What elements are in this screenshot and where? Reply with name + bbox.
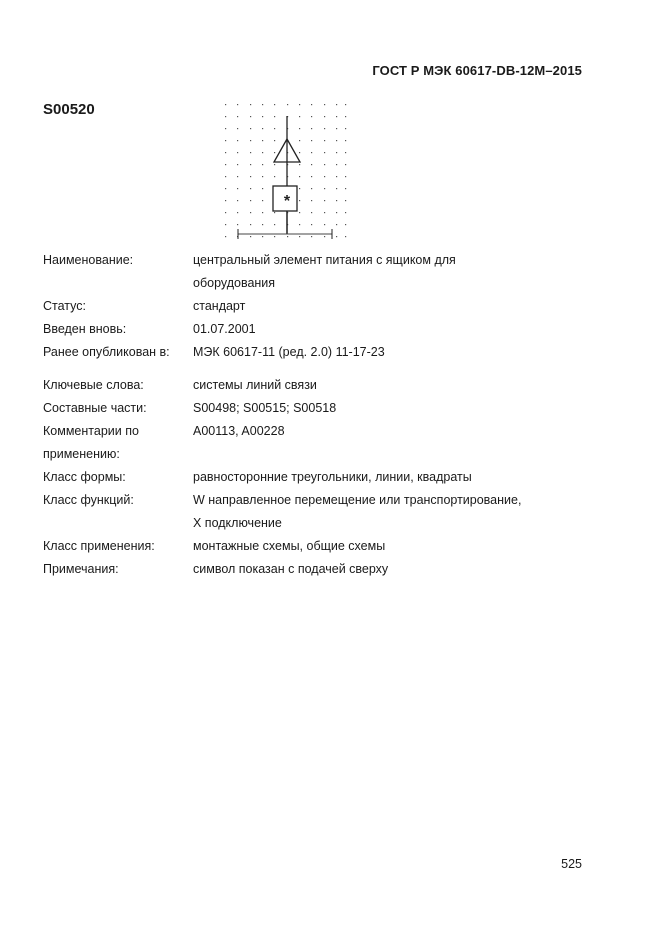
property-row-keywords <box>43 374 603 397</box>
property-value: S00498; S00515; S00518 <box>193 401 337 415</box>
property-row-introduced <box>43 318 603 341</box>
property-label: Ранее опубликован в: <box>43 345 170 359</box>
page-number: 525 <box>561 857 582 871</box>
property-label: Класс функций: <box>43 493 134 507</box>
property-row-previously-published <box>43 341 603 364</box>
symbol-id: S00520 <box>43 101 95 118</box>
property-value: символ показан с подачей сверху <box>193 562 389 576</box>
property-row-name <box>43 249 603 295</box>
property-label-line: Комментарии по <box>43 424 139 438</box>
property-value: стандарт <box>193 299 246 313</box>
property-label: Наименование: <box>43 253 134 267</box>
document-standard-header: ГОСТ Р МЭК 60617-DB-12M–2015 <box>372 63 582 78</box>
property-value: равносторонние треугольники, линии, квадраты <box>193 470 472 484</box>
property-row-notes <box>43 558 603 581</box>
property-value: A00113, A00228 <box>193 424 285 438</box>
property-value <box>193 489 603 535</box>
property-value-line: оборудования <box>193 276 276 290</box>
property-label: Класс формы: <box>43 470 126 484</box>
property-label-line: применению: <box>43 447 120 461</box>
property-value-line: центральный элемент питания с ящиком для <box>193 253 456 267</box>
property-row-application-class <box>43 535 603 558</box>
property-value: системы линий связи <box>193 378 317 392</box>
property-row-function-class <box>43 489 603 535</box>
asterisk-icon: * <box>283 193 291 210</box>
property-label: Класс применения: <box>43 539 155 553</box>
property-label: Статус: <box>43 299 86 313</box>
property-value: 01.07.2001 <box>193 322 256 336</box>
symbol-properties <box>43 249 603 581</box>
property-value: монтажные схемы, общие схемы <box>193 539 386 553</box>
property-label: Ключевые слова: <box>43 378 144 392</box>
symbol-diagram <box>220 98 350 248</box>
property-row-status <box>43 295 603 318</box>
property-label: Примечания: <box>43 562 119 576</box>
property-label: Введен вновь: <box>43 322 127 336</box>
property-row-components <box>43 397 603 420</box>
property-label <box>43 420 193 466</box>
central-power-unit-with-equipment-box-symbol <box>238 116 332 239</box>
property-value-line: W направленное перемещение или транспортирование, <box>193 493 522 507</box>
property-row-shape-class <box>43 466 603 489</box>
property-label: Составные части: <box>43 401 147 415</box>
property-value-line: X подключение <box>193 516 282 530</box>
property-value: МЭК 60617-11 (ред. 2.0) 11-17-23 <box>193 345 385 359</box>
dot-grid <box>225 104 346 237</box>
section-gap <box>43 364 603 374</box>
property-row-application-notes <box>43 420 603 466</box>
property-value <box>193 249 603 295</box>
